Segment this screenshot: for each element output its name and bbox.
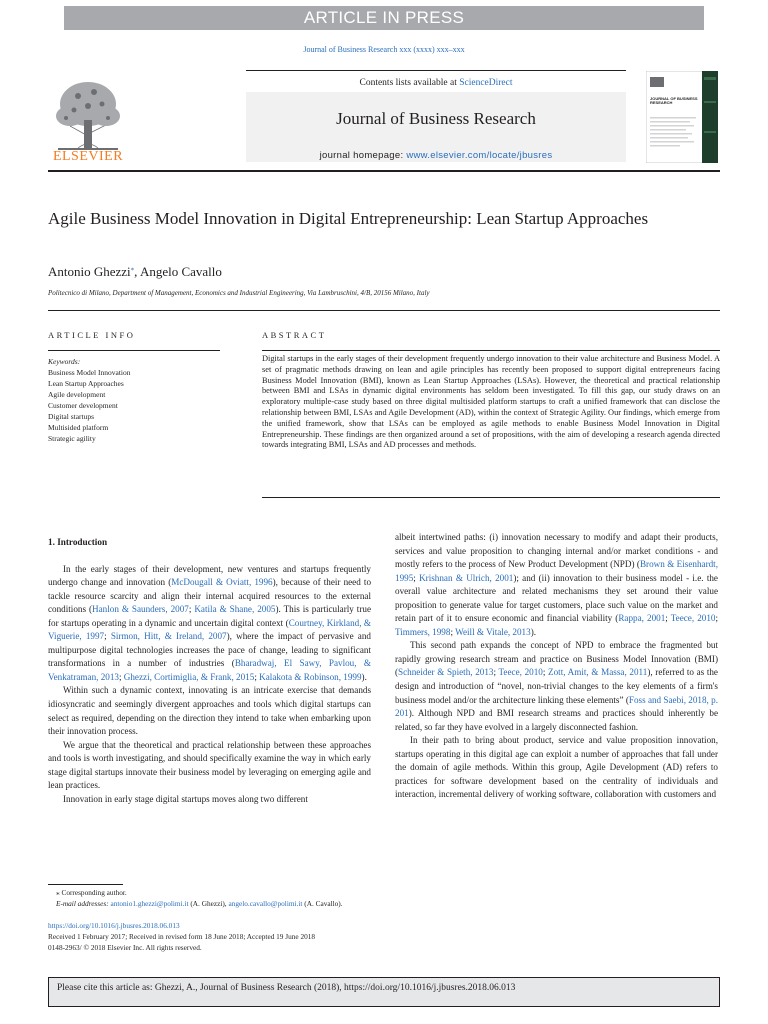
header-rule-top bbox=[246, 70, 626, 71]
journal-title: Journal of Business Research bbox=[336, 109, 536, 128]
author-cavallo[interactable]: , Angelo Cavallo bbox=[134, 264, 222, 279]
keyword-item: Digital startups bbox=[48, 412, 95, 421]
email-link-ghezzi[interactable]: antonio1.ghezzi@polimi.it bbox=[110, 899, 189, 908]
homepage-label: journal homepage: bbox=[319, 150, 404, 161]
corresponding-author-mark[interactable]: ⁎ bbox=[130, 264, 135, 273]
journal-reference[interactable]: Journal of Business Research xxx (xxxx) xxx–xxx bbox=[303, 45, 465, 54]
body-paragraph: In the early stages of their development, new ventures and startups frequently undergo change and innovation (McDougall & Oviatt, 1996), because of their need to tackle resource scarcity and align their internal acquired resources to the external conditions (Hanlon & Saunders, 2007; Katila & Shane, 2005). This is particularly true for startups operating in a dynamic and uncertain digital context (Courtney, Kirkland, & Viguerie, 1997; Sirmon, Hitt, & Ireland, 2007), where the impact of pervasive and multipurpose digital technologies increases the pace of change, leading to significant transformations in a number of industries (Bharadwaj, El Sawy, Pavlou, & Venkatraman, 2013; Ghezzi, Cortimiglia, & Frank, 2015; Kalakota & Robinson, 1999). bbox=[48, 563, 372, 682]
citation-link[interactable]: Krishnan & Ulrich, 2001 bbox=[419, 572, 514, 583]
citation-link[interactable]: Teece, 2010 bbox=[498, 667, 543, 678]
keywords-label: Keywords: bbox=[48, 357, 81, 366]
abstract-rule bbox=[262, 350, 720, 351]
body-column-right bbox=[395, 531, 718, 802]
keyword-item: Business Model Innovation bbox=[48, 368, 131, 377]
citation-link[interactable]: Weill & Vitale, 2013 bbox=[455, 626, 531, 637]
body-paragraph: albeit intertwined paths: (i) innovation necessary to modify and adapt their products, services and value proposition to changing internal and/or market conditions - and mostly refers to the process of New Product Development (NPD) (Brown & Eisenhardt, 1995; Krishnan & Ulrich, 2001); and (ii) innovation to their business model - i.e. the overall value architecture and related mechanisms they set around their value proposition to generate value for target customers, place such value on the market and retain part of it to ensure economic and financial viability (Rappa, 2001; Teece, 2010; Timmers, 1998; Weill & Vitale, 2013). bbox=[395, 532, 719, 637]
cover-title: JOURNAL OF BUSINESS RESEARCH bbox=[650, 97, 698, 106]
keyword-item: Lean Startup Approaches bbox=[48, 379, 124, 388]
email-line: E-mail addresses: antonio1.ghezzi@polimi.it (A. Ghezzi), angelo.cavallo@polimi.it (A. Cavallo). bbox=[56, 899, 343, 908]
citation-link[interactable]: Sirmon, Hitt, & Ireland, 2007 bbox=[110, 631, 227, 642]
body-paragraph: We argue that the theoretical and practical relationship between these approaches and tools is worth investigating, and should specifically examine the way in which early stage digital startups innovate their business model by leveraging on emerging agile and lean practices. bbox=[48, 739, 371, 791]
author-line bbox=[48, 264, 222, 280]
citation-link[interactable]: Schneider & Spieth, 2013 bbox=[398, 667, 494, 678]
contents-line bbox=[246, 78, 626, 88]
citation-link[interactable]: Timmers, 1998 bbox=[395, 626, 451, 637]
citation-link[interactable]: Zott, Amit, & Massa, 2011 bbox=[548, 667, 648, 678]
citation-link[interactable]: Ghezzi, Cortimiglia, & Frank, 2015 bbox=[123, 671, 255, 682]
citation-link[interactable]: Katila & Shane, 2005 bbox=[194, 604, 276, 615]
footnote-rule bbox=[48, 884, 123, 885]
abstract-heading: ABSTRACT bbox=[262, 330, 327, 340]
body-paragraph: Innovation in early stage digital startups moves along two different bbox=[63, 793, 308, 804]
section-rule bbox=[48, 310, 720, 311]
body-paragraph: Within such a dynamic context, innovating is an intricate exercise that demands idiosyncratic and seemingly divergent approaches and tools which digital startups can select as required, depending on the direction they intend to take when embarking upon their innovation process. bbox=[48, 685, 371, 737]
body-paragraph: This second path expands the concept of NPD to embrace the fragmented but rapidly growing research stream and practice on Business Model Innovation (BMI) (Schneider & Spieth, 2013; Teece, 2010; Zott, Amit, & Massa, 2011), referred to as the design and introduction of “novel, non-trivial changes to the key elements of a firm's business model and/or the architecture linking these elements” (Foss and Saebi, 2018, p. 201). Although NPD and BMI research streams and practices should inherently be related, so far they have evolved in a largely disconnected fashion. bbox=[395, 640, 718, 732]
citation-link[interactable]: Teece, 2010 bbox=[670, 613, 716, 624]
journal-cover-thumbnail[interactable] bbox=[646, 71, 718, 163]
journal-homepage bbox=[246, 150, 626, 161]
section-heading-introduction: 1. Introduction bbox=[48, 537, 108, 547]
email-link-cavallo[interactable]: angelo.cavallo@polimi.it bbox=[228, 899, 303, 908]
body-paragraph: In their path to bring about product, service and value proposition innovation, startups operating in this digital age can exploit a number of approaches that fall under the domain of agile methods. Within this group, Agile Development (AD) refers to practices for software development based on the centrality of individuals and interaction, incremental delivery of working software, collaboration with customers and bbox=[395, 735, 718, 800]
contents-prefix: Contents lists available at bbox=[359, 78, 457, 88]
keywords-list bbox=[48, 367, 131, 444]
citation-link[interactable]: Courtney, Kirkland, & Viguerie, 1997 bbox=[48, 617, 372, 642]
homepage-link[interactable]: www.elsevier.com/locate/jbusres bbox=[406, 150, 553, 161]
citation-link[interactable]: Kalakota & Robinson, 1999 bbox=[259, 671, 362, 682]
citation-text: Please cite this article as: Ghezzi, A., Journal of Business Research (2018), https://doi.org/10.1016/j.jbusres.2018.06.013 bbox=[57, 983, 516, 993]
received-dates: Received 1 February 2017; Received in revised form 18 June 2018; Accepted 19 June 2018 bbox=[48, 932, 316, 941]
citation-link[interactable]: Hanlon & Saunders, 2007 bbox=[92, 604, 189, 615]
abstract-text: Digital startups in the early stages of their development frequently undergo innovation to their value architecture and Business Model. A set of pragmatic methods drawing on lean and agile principles has recently been proposed to support digital entrepreneurs facing Business Model Innovation (BMI), known as Lean Startup Approaches (LSAs). However, the theoretical and practical relationship between BMI and LSAs in dynamic digital environments has seldom been investigated. To fill this gap, our study draws on an exploratory multiple-case study based on three digital multisided platform startups to craft a unified framework that can disclose the relationship between BMI, LSAs and Agile Development (AD), within the context of Strategic Agility. Our findings, which emerge from the unified framework, show that LSAs can be employed as agile methods to enable Business Model Innovation in Digital Entrepreneurship. These findings are then organized around a set of propositions, with the aim of developing a research agenda directed towards integrating BMI, LSAs and AD processes and methods. bbox=[262, 354, 720, 450]
affiliation: Politecnico di Milano, Department of Management, Economics and Industrial Engineering, Via Lambruschini, 4/B, 20156 Milano, Italy bbox=[48, 289, 430, 297]
body-column-left bbox=[48, 536, 371, 806]
citation-link[interactable]: Foss and Saebi, 2018, p. 201 bbox=[395, 694, 718, 719]
article-title: Agile Business Model Innovation in Digital Entrepreneurship: Lean Startup Approaches bbox=[48, 209, 649, 228]
footnote bbox=[48, 887, 343, 909]
corresponding-author-note: ⁎ Corresponding author. bbox=[56, 888, 127, 897]
keyword-item: Agile development bbox=[48, 390, 106, 399]
citation-link[interactable]: Brown & Eisenhardt, 1995 bbox=[395, 559, 718, 583]
copyright: 0148-2963/ © 2018 Elsevier Inc. All rights reserved. bbox=[48, 943, 202, 952]
doi-link[interactable]: https://doi.org/10.1016/j.jbusres.2018.06.013 bbox=[48, 921, 180, 930]
author-ghezzi[interactable]: Antonio Ghezzi bbox=[48, 264, 131, 279]
keyword-item: Multisided platform bbox=[48, 423, 109, 432]
sciencedirect-link[interactable]: ScienceDirect bbox=[459, 78, 513, 88]
keyword-item: Customer development bbox=[48, 401, 118, 410]
doi-block bbox=[48, 920, 315, 953]
publisher-wordmark: ELSEVIER bbox=[52, 149, 124, 164]
article-in-press-banner: ARTICLE IN PRESS bbox=[64, 6, 704, 30]
article-info-heading: ARTICLE INFO bbox=[48, 330, 136, 340]
keyword-item: Strategic agility bbox=[48, 434, 96, 443]
citation-link[interactable]: McDougall & Oviatt, 1996 bbox=[171, 577, 273, 588]
abstract-bottom-rule bbox=[262, 497, 720, 498]
citation-link[interactable]: Bharadwaj, El Sawy, Pavlou, & Venkatraman, 2013 bbox=[48, 658, 372, 682]
header-rule-bottom bbox=[48, 170, 720, 172]
article-info-rule bbox=[48, 350, 220, 351]
citation-link[interactable]: Rappa, 2001 bbox=[618, 613, 666, 624]
